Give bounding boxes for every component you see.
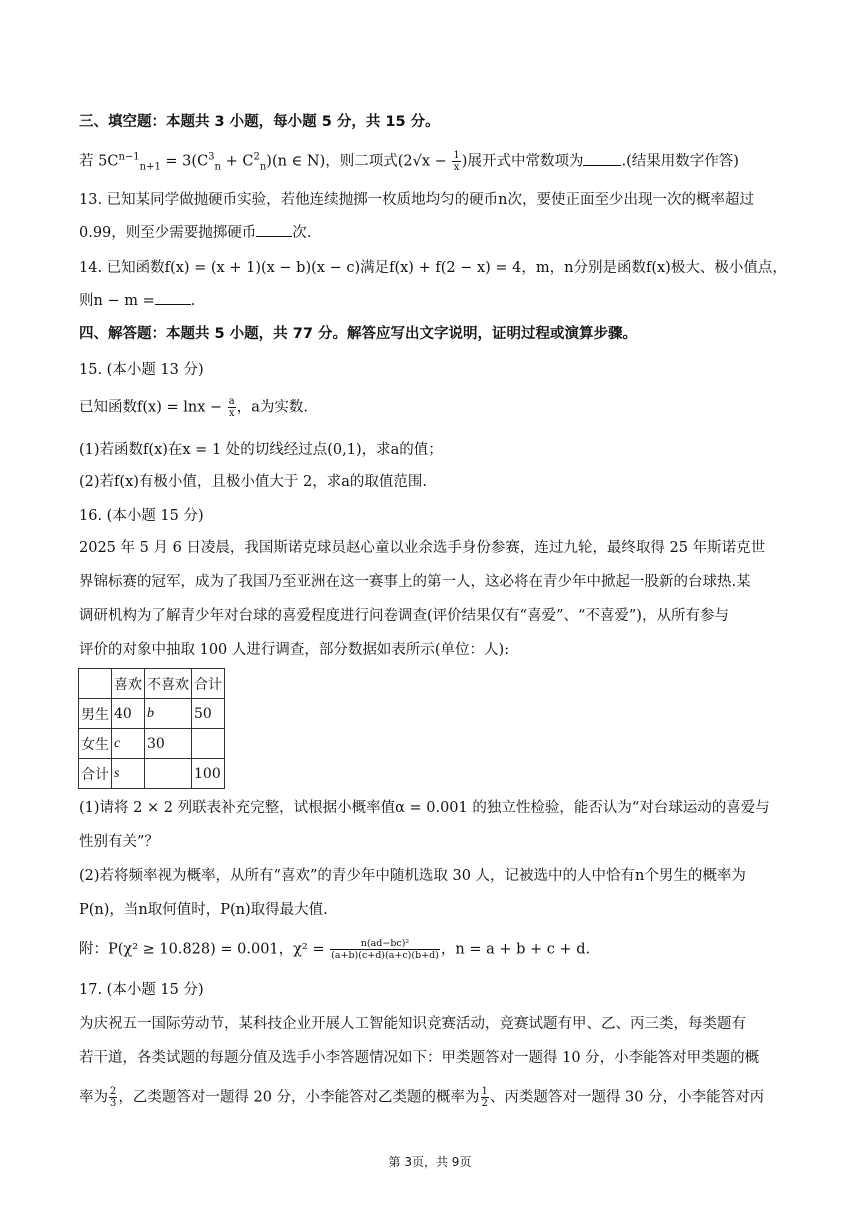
table-cell: 40 <box>112 699 145 729</box>
q16-para-line: 界锦标赛的冠军，成为了我国乃至亚洲在这一赛事上的第一人，这必将在青少年中掀起一股新的台球热.某 <box>79 574 751 590</box>
q16-header: 16. (本小题 15 分) <box>79 508 204 524</box>
q15-stem-pre: 已知函数f(x) = lnx − <box>79 399 227 416</box>
q16-note <box>79 938 800 961</box>
q12-sub1: n+1 <box>139 161 161 173</box>
frac-num: 2 <box>110 1086 117 1097</box>
page-footer: 第 3页，共 9页 <box>388 1155 472 1169</box>
q12-sub2: n <box>214 161 221 173</box>
q14-line1: 14. 已知函数f(x) = (x + 1)(x − b)(x − c)满足f(x) + f(2 − x) = 4，m，n分别是函数f(x)极大、极小值点， <box>79 260 787 276</box>
q16-part2-line2: P(n)，当n取何值时，P(n)取得最大值. <box>79 902 328 918</box>
table-cell: 100 <box>192 759 225 789</box>
q12-after-blank: .(结果用数字作答) <box>621 153 739 170</box>
q12-lead: 若 5C <box>79 153 119 170</box>
section-3-heading: 三、填空题：本题共 3 小题，每小题 5 分，共 15 分。 <box>79 114 440 130</box>
frac-num: 1 <box>481 1086 488 1097</box>
q12-fraction <box>452 150 460 173</box>
q12-frac-num: 1 <box>453 150 460 161</box>
q16-para-line: 评价的对象中抽取 100 人进行调查，部分数据如表所示(单位：人): <box>79 642 510 658</box>
q17-line1: 为庆祝五一国际劳动节，某科技企业开展人工智能知识竞赛活动，竞赛试题有甲、乙、丙三类，每类题有 <box>79 1016 746 1032</box>
table-cell: 30 <box>145 729 192 759</box>
q12-sup3: 2 <box>253 151 260 163</box>
table-row <box>79 759 225 789</box>
q14-line2 <box>79 290 800 311</box>
q15-frac-den: x <box>228 408 235 419</box>
q17-l3a: 率为 <box>79 1089 108 1106</box>
q17-fraction-1-2 <box>481 1086 489 1109</box>
table-cell: 合计 <box>79 759 112 789</box>
q12-expr: (2√x − <box>397 153 452 170</box>
question-12 <box>79 150 800 173</box>
table-cell: s <box>112 759 145 789</box>
chi-square-fraction <box>330 938 440 961</box>
q16-part2-line1: (2)若将频率视为概率，从所有“喜欢”的青少年中随机选取 30 人，记被选中的人中恰有n个男生的概率为 <box>79 868 746 884</box>
q14-line2-post: . <box>190 293 196 309</box>
q17-header: 17. (本小题 15 分) <box>79 982 204 998</box>
table-cell <box>79 669 112 699</box>
contingency-table <box>78 668 225 789</box>
q15-fraction <box>228 396 236 419</box>
frac-den: 3 <box>110 1098 117 1109</box>
table-cell: 合计 <box>192 669 225 699</box>
q17-line2: 若干道，各类试题的每题分值及选手小李答题情况如下：甲类题答对一题得 10 分，小李能答对甲类题的概 <box>79 1050 760 1066</box>
chi-frac-num: n(ad−bc)² <box>330 938 440 950</box>
table-cell <box>145 759 192 789</box>
q13-line2 <box>79 222 800 243</box>
q13-answer-blank[interactable] <box>256 222 292 237</box>
q13-line2-pre: 0.99，则至少需要抛掷硬币 <box>79 225 257 241</box>
table-cell: 喜欢 <box>112 669 145 699</box>
q15-stem <box>79 396 800 419</box>
table-header-row <box>79 669 225 699</box>
q16-para-line: 调研机构为了解青少年对台球的喜爱程度进行问卷调查(评价结果仅有“喜爱”、“不喜爱”)，从所有参与 <box>79 608 729 624</box>
q14-line2-pre: 则n − m = <box>79 293 155 309</box>
q16-note-post: ，n = a + b + c + d. <box>440 941 591 958</box>
table-cell: 男生 <box>79 699 112 729</box>
q17-l3c: 、丙类题答对一题得 30 分，小李能答对丙 <box>489 1089 765 1106</box>
q12-tail: 展开式中常数项为 <box>467 153 584 170</box>
q16-note-pre: 附：P(χ² ≥ 10.828) = 0.001，χ² = <box>79 941 330 958</box>
q12-close: ) <box>461 153 468 170</box>
q16-para-line: 2025 年 5 月 6 日凌晨，我国斯诺克球员赵心童以业余选手身份参赛，连过九轮，最终取得 25 年斯诺克世 <box>79 540 766 556</box>
q12-cond: )(n ∈ N)，则二项式 <box>266 153 398 170</box>
q12-plus: + C <box>221 153 254 170</box>
q16-part1-line2: 性别有关”？ <box>79 834 159 850</box>
table-cell <box>192 729 225 759</box>
table-cell: c <box>112 729 145 759</box>
table-row <box>79 699 225 729</box>
table-cell: 不喜欢 <box>145 669 192 699</box>
q13-line2-post: 次. <box>292 225 312 241</box>
q12-sub3: n <box>259 161 267 173</box>
q15-part2: (2)若f(x)有极小值，且极小值大于 2，求a的取值范围. <box>79 474 427 490</box>
q13-line1: 13. 已知某同学做抛硬币实验，若他连续抛掷一枚质地均匀的硬币n次，要使正面至少出现一次的概率超过 <box>79 192 755 208</box>
q15-frac-num: a <box>228 396 235 407</box>
q14-answer-blank[interactable] <box>155 290 191 305</box>
q12-sup2: 3 <box>208 151 215 163</box>
q17-line3 <box>79 1086 800 1109</box>
q12-answer-blank[interactable] <box>583 151 621 166</box>
chi-frac-den: (a+b)(c+d)(a+c)(b+d) <box>331 950 439 961</box>
q12-frac-den: x <box>453 162 460 173</box>
q15-header: 15. (本小题 13 分) <box>79 362 204 378</box>
table-cell: b <box>145 699 192 729</box>
section-4-heading: 四、解答题：本题共 5 小题，共 77 分。解答应写出文字说明，证明过程或演算步骤。 <box>79 326 637 342</box>
q15-stem-post: ，a为实数. <box>236 399 308 416</box>
table-cell: 女生 <box>79 729 112 759</box>
q12-eq: = 3(C <box>160 153 209 170</box>
q16-part1-line1: (1)请将 2 × 2 列联表补充完整，试根据小概率值α = 0.001 的独立性检验，能否认为“对台球运动的喜爱与 <box>79 800 770 816</box>
q17-l3b: ，乙类题答对一题得 20 分，小李能答对乙类题的概率为 <box>118 1089 480 1106</box>
table-row <box>79 729 225 759</box>
q12-sup1: n−1 <box>118 151 140 163</box>
table-cell: 50 <box>192 699 225 729</box>
q15-part1: (1)若函数f(x)在x = 1 处的切线经过点(0,1)，求a的值； <box>79 442 443 458</box>
frac-den: 2 <box>481 1098 488 1109</box>
q17-fraction-2-3 <box>109 1086 117 1109</box>
